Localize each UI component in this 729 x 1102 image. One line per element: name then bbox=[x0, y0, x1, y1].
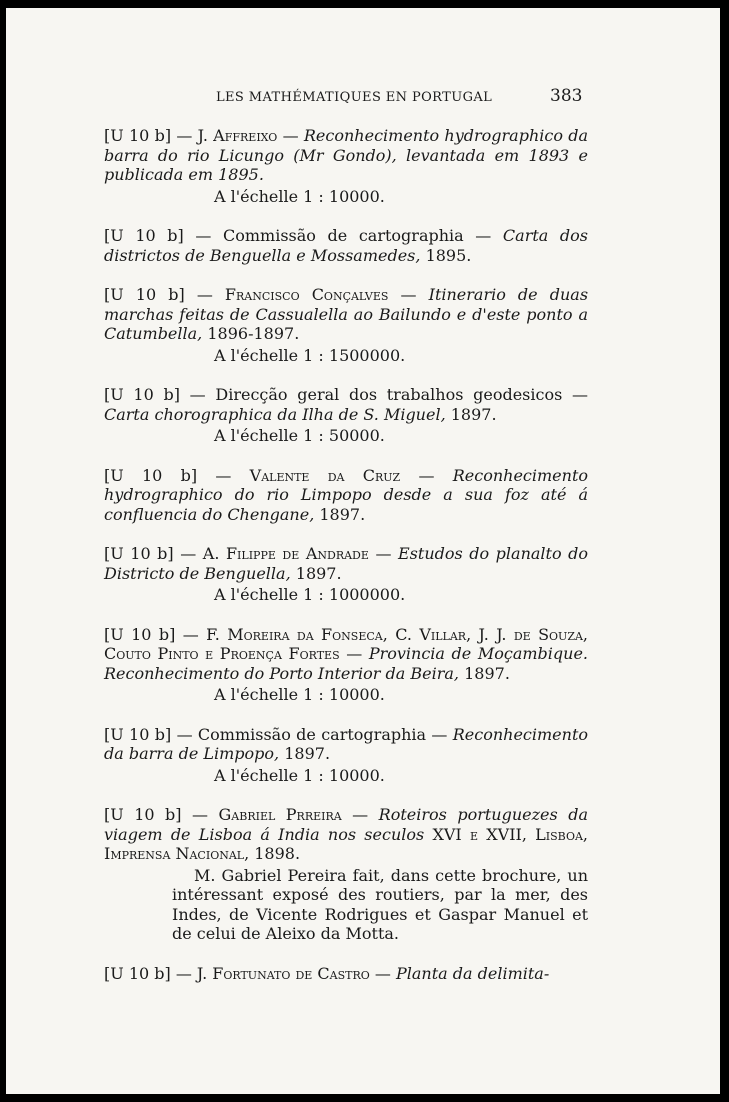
shelf-mark: [U 10 b] bbox=[104, 963, 171, 983]
entry-date: 1896-1897. bbox=[207, 324, 300, 343]
shelf-mark: [U 10 b] bbox=[104, 285, 185, 304]
bibliography-entry: [U 10 b] — Gabriel Prreira — Roteiros portuguezes da viagem de Lisboa á India nos seculos XVI e XVII, Lisboa, Imprensa Nacional, 1898. M. Gabriel Pereira fait, dans cette brochure, un intéressant exposé des routiers, par la mer, des Indes, de Vicente Rodrigues et Gaspar Manuel et de celui de Aleixo da Motta. bbox=[104, 805, 588, 943]
shelf-mark: [U 10 b] bbox=[104, 465, 198, 485]
entry-scale: A l'échelle 1 : 1000000. bbox=[214, 585, 406, 604]
entry-date: 1897. bbox=[295, 563, 342, 583]
bibliography-list bbox=[6, 126, 720, 1003]
entry-title: Planta da delimita- bbox=[395, 963, 550, 983]
entry-title: Provincia de Moçambique. Reconhecimento do Porto Interior da Beira, bbox=[104, 644, 588, 683]
document-page bbox=[6, 8, 720, 1094]
entry-date: 1895. bbox=[425, 245, 472, 265]
bibliography-entry: [U 10 b] — Direcção geral dos trabalhos geodesicos — Carta chorographica da Ilha de S. Miguel, 1897. A l'échelle 1 : 50000. bbox=[104, 385, 589, 445]
entry-author: Gabriel Prreira bbox=[218, 805, 342, 824]
shelf-mark: [U 10 b] bbox=[104, 226, 184, 245]
entry-title: Reconhecimento da barra de Limpopo, bbox=[104, 724, 589, 763]
entry-title: Estudos do planalto do Districto de Benguella, bbox=[104, 544, 589, 583]
bibliography-entry: [U 10 b] — J. Affreixo — Reconhecimento hydrographico da barra do rio Licungo (Mr Gondo), levantada em 1893 e publicada em 1895. A l'échelle 1 : 10000. bbox=[104, 126, 589, 206]
shelf-mark: [U 10 b] bbox=[104, 126, 172, 145]
entry-author: Commissão de cartographia bbox=[197, 724, 427, 744]
bibliography-entry: [U 10 b] — F. Moreira da Fonseca, C. Villar, J. J. de Souza, Couto Pinto e Proença Fortes — Provincia de Moçambique. Reconhecimento do Porto Interior da Beira, 1897. A l'échelle 1 : 10000. bbox=[104, 624, 589, 704]
bibliography-entry: [U 10 b] — Valente da Cruz — Reconhecimento hydrographico do rio Limpopo desde a sua foz até á confluencia do Chengane, 1897. bbox=[104, 465, 589, 524]
entry-note: M. Gabriel Pereira fait, dans cette brochure, un intéressant exposé des routiers, par la mer, des Indes, de Vicente Rodrigues et Gaspar Manuel et de celui de Aleixo da Motta. bbox=[172, 865, 588, 943]
entry-author: F. Moreira da Fonseca, C. Villar, J. J. de Souza, Couto Pinto e Proença Fortes bbox=[104, 624, 589, 663]
entry-author: Valente da Cruz bbox=[249, 465, 401, 485]
entry-author: Commissão de cartographia bbox=[223, 226, 464, 245]
entry-title: Reconhecimento hydrographico da barra do rio Licungo (Mr Gondo), levantada em 1893 e publicada em 1895. bbox=[104, 126, 589, 184]
shelf-mark: [U 10 b] bbox=[104, 544, 174, 563]
entry-scale: A l'échelle 1 : 10000. bbox=[214, 765, 385, 785]
entry-scale: A l'échelle 1 : 10000. bbox=[214, 685, 385, 704]
entry-date: 1897. bbox=[450, 404, 497, 424]
entry-author: J. Affreixo bbox=[197, 126, 278, 145]
shelf-mark: [U 10 b] bbox=[104, 624, 176, 644]
entry-title: Roteiros portuguezes da viagem de Lisboa á India nos seculos bbox=[104, 805, 588, 844]
entry-title: Carta chorographica da Ilha de S. Miguel, bbox=[104, 404, 446, 424]
entry-title: Reconhecimento hydrographico do rio Limpopo desde a sua foz até á confluencia do Chengane, bbox=[104, 465, 589, 524]
running-title: LES MATHÉMATIQUES EN PORTUGAL bbox=[216, 90, 493, 105]
entry-scale: A l'échelle 1 : 50000. bbox=[214, 426, 385, 445]
shelf-mark: [U 10 b] bbox=[104, 724, 172, 744]
entry-author: A. Filippe de Andrade bbox=[202, 544, 369, 563]
entry-date: 1897. bbox=[284, 744, 331, 763]
bibliography-entry: [U 10 b] — J. Fortunato de Castro — Planta da delimita- bbox=[104, 963, 550, 983]
bibliography-entry: [U 10 b] — Francisco Conçalves — Itinerario de duas marchas feitas de Cassualella ao Bailundo e d'este ponto a Catumbella, 1896-1897. A l'échelle 1 : 1500000. bbox=[104, 285, 589, 365]
entry-date: 1897. bbox=[319, 504, 366, 524]
entry-scale: A l'échelle 1 : 1500000. bbox=[214, 345, 406, 365]
bibliography-entry: [U 10 b] — Commissão de cartographia — Carta dos districtos de Benguella e Mossamedes, 1895. bbox=[104, 226, 589, 265]
entry-date: XVI e XVII, Lisboa, Imprensa Nacional, 1898. bbox=[104, 824, 588, 863]
bibliography-entry: [U 10 b] — Commissão de cartographia — Reconhecimento da barra de Limpopo, 1897. A l'échelle 1 : 10000. bbox=[104, 724, 589, 785]
entry-scale: A l'échelle 1 : 10000. bbox=[214, 186, 385, 206]
entry-author: Direcção geral dos trabalhos geodesicos bbox=[215, 385, 563, 404]
page-number: 383 bbox=[550, 86, 583, 106]
entry-title: Carta dos districtos de Benguella e Mossamedes, bbox=[104, 226, 589, 265]
bibliography-entry: [U 10 b] — A. Filippe de Andrade — Estudos do planalto do Districto de Benguella, 1897. A l'échelle 1 : 1000000. bbox=[104, 544, 589, 604]
entry-author: Francisco Conçalves bbox=[224, 285, 389, 304]
shelf-mark: [U 10 b] bbox=[104, 385, 180, 404]
page-header bbox=[6, 86, 720, 110]
entry-date: 1897. bbox=[464, 663, 510, 683]
entry-author: J. Fortunato de Castro bbox=[196, 963, 370, 983]
shelf-mark: [U 10 b] bbox=[104, 805, 182, 824]
entry-title: Itinerario de duas marchas feitas de Cassualella ao Bailundo e d'este ponto a Catumbella, bbox=[104, 285, 589, 343]
